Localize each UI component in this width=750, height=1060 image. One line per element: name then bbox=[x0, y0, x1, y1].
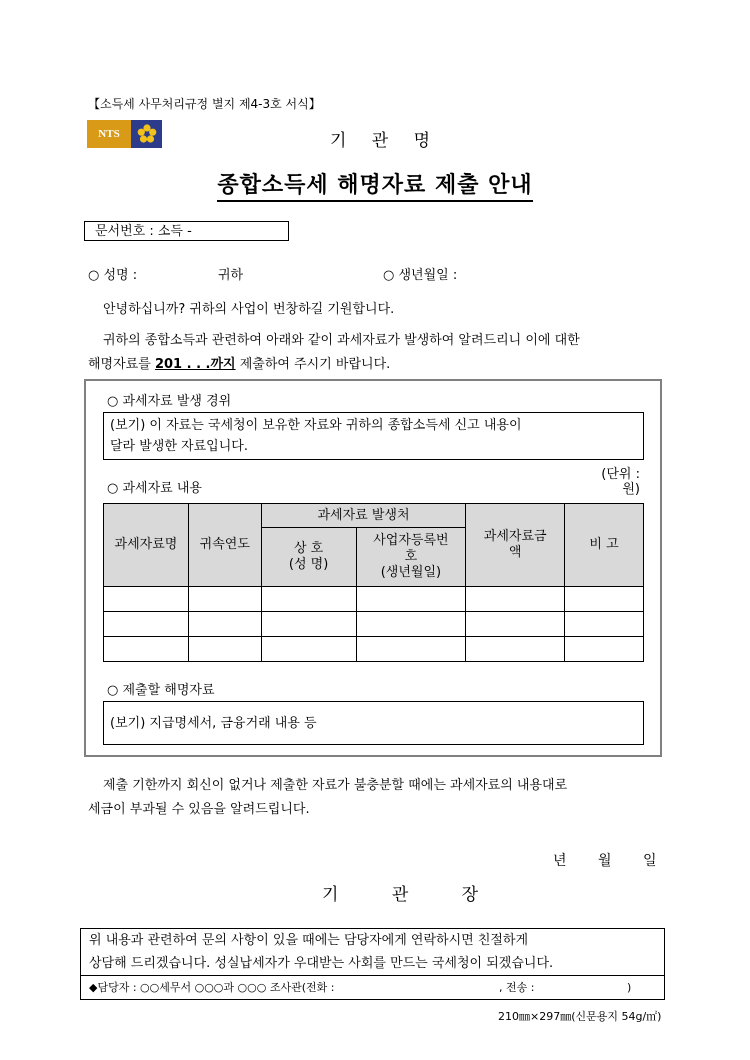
name-label: ○ 성명 : bbox=[88, 268, 138, 283]
form-reference: 【소득세 사무처리규정 별지 제4-3호 서식】 bbox=[88, 97, 321, 111]
closing-line-2: 세금이 부과될 수 있음을 알려드립니다. bbox=[88, 802, 310, 817]
col-header-registration-no: 사업자등록번 호 (생년월일) bbox=[356, 528, 466, 587]
submit-example-box: (보기) 지급명세서, 금융거래 내용 등 bbox=[103, 701, 644, 745]
occurrence-example-line-2: 달라 발생한 자료입니다. bbox=[110, 439, 248, 454]
logo-text: NTS bbox=[87, 120, 131, 148]
paper-spec: 210㎜×297㎜(신문용지 54g/㎡) bbox=[498, 1010, 662, 1023]
body-line-1: 귀하의 종합소득과 관련하여 아래와 같이 과세자료가 발생하여 알려드리니 이에 대한 bbox=[103, 333, 580, 348]
col-header-data-name: 과세자료명 bbox=[104, 504, 189, 587]
title-text: 종합소득세 해명자료 제출 안내 bbox=[217, 173, 532, 202]
col-header-source: 과세자료 발생처 bbox=[261, 504, 466, 528]
occurrence-example-box bbox=[103, 412, 644, 460]
page-title bbox=[0, 168, 750, 199]
honorific: 귀하 bbox=[218, 268, 244, 283]
section-occurrence-title: ○ 과세자료 발생 경위 bbox=[107, 394, 232, 409]
date-day: 일 bbox=[643, 853, 657, 869]
date-year: 년 bbox=[553, 853, 567, 869]
closing-line-1: 제출 기한까지 회신이 없거나 제출한 자료가 불충분할 때에는 과세자료의 내용대로 bbox=[103, 778, 568, 793]
contact-box bbox=[80, 928, 665, 1000]
col-header-amount: 과세자료금 액 bbox=[466, 504, 565, 587]
section-content-title: ○ 과세자료 내용 bbox=[107, 481, 202, 496]
table-row bbox=[104, 587, 644, 612]
officer-info: ◆담당자 : ○○세무서 ○○○과 ○○○ 조사관(전화 : bbox=[89, 981, 335, 994]
document-number-box: 문서번호 : 소득 - bbox=[84, 221, 289, 241]
unit-label: (단위 : 원) bbox=[601, 467, 640, 497]
occurrence-example-line-1: (보기) 이 자료는 국세청이 보유한 자료와 귀하의 종합소득세 신고 내용이 bbox=[110, 418, 522, 433]
contact-line-1: 위 내용과 관련하여 문의 사항이 있을 때에는 담당자에게 연락하시면 친절하게 bbox=[89, 933, 529, 948]
birthdate-label: ○ 생년월일 : bbox=[383, 268, 458, 283]
col-header-note: 비 고 bbox=[565, 504, 644, 587]
section-submit-title: ○ 제출할 해명자료 bbox=[107, 683, 215, 698]
col-header-year: 귀속연도 bbox=[188, 504, 261, 587]
officer-line bbox=[81, 975, 664, 1000]
greeting: 안녕하십니까? 귀하의 사업이 번창하길 기원합니다. bbox=[103, 302, 395, 317]
agency-name: 기 관 명 bbox=[329, 131, 441, 151]
tax-data-table bbox=[103, 503, 644, 662]
head-of-agency: 기 관 장 bbox=[322, 885, 503, 905]
col-header-trade-name: 상 호 (성 명) bbox=[261, 528, 356, 587]
table-row bbox=[104, 612, 644, 637]
deadline: 201 . . .까지 bbox=[154, 357, 236, 372]
date-month: 월 bbox=[598, 853, 612, 869]
table-row bbox=[104, 637, 644, 662]
contact-line-2: 상담해 드리겠습니다. 성실납세자가 우대받는 사회를 만드는 국세청이 되겠습니다. bbox=[89, 956, 554, 971]
body-line-2: 해명자료를 201 . . .까지 제출하여 주시기 바랍니다. bbox=[88, 357, 391, 372]
officer-close: ) bbox=[627, 981, 632, 994]
fax-label: , 전송 : bbox=[499, 981, 535, 994]
